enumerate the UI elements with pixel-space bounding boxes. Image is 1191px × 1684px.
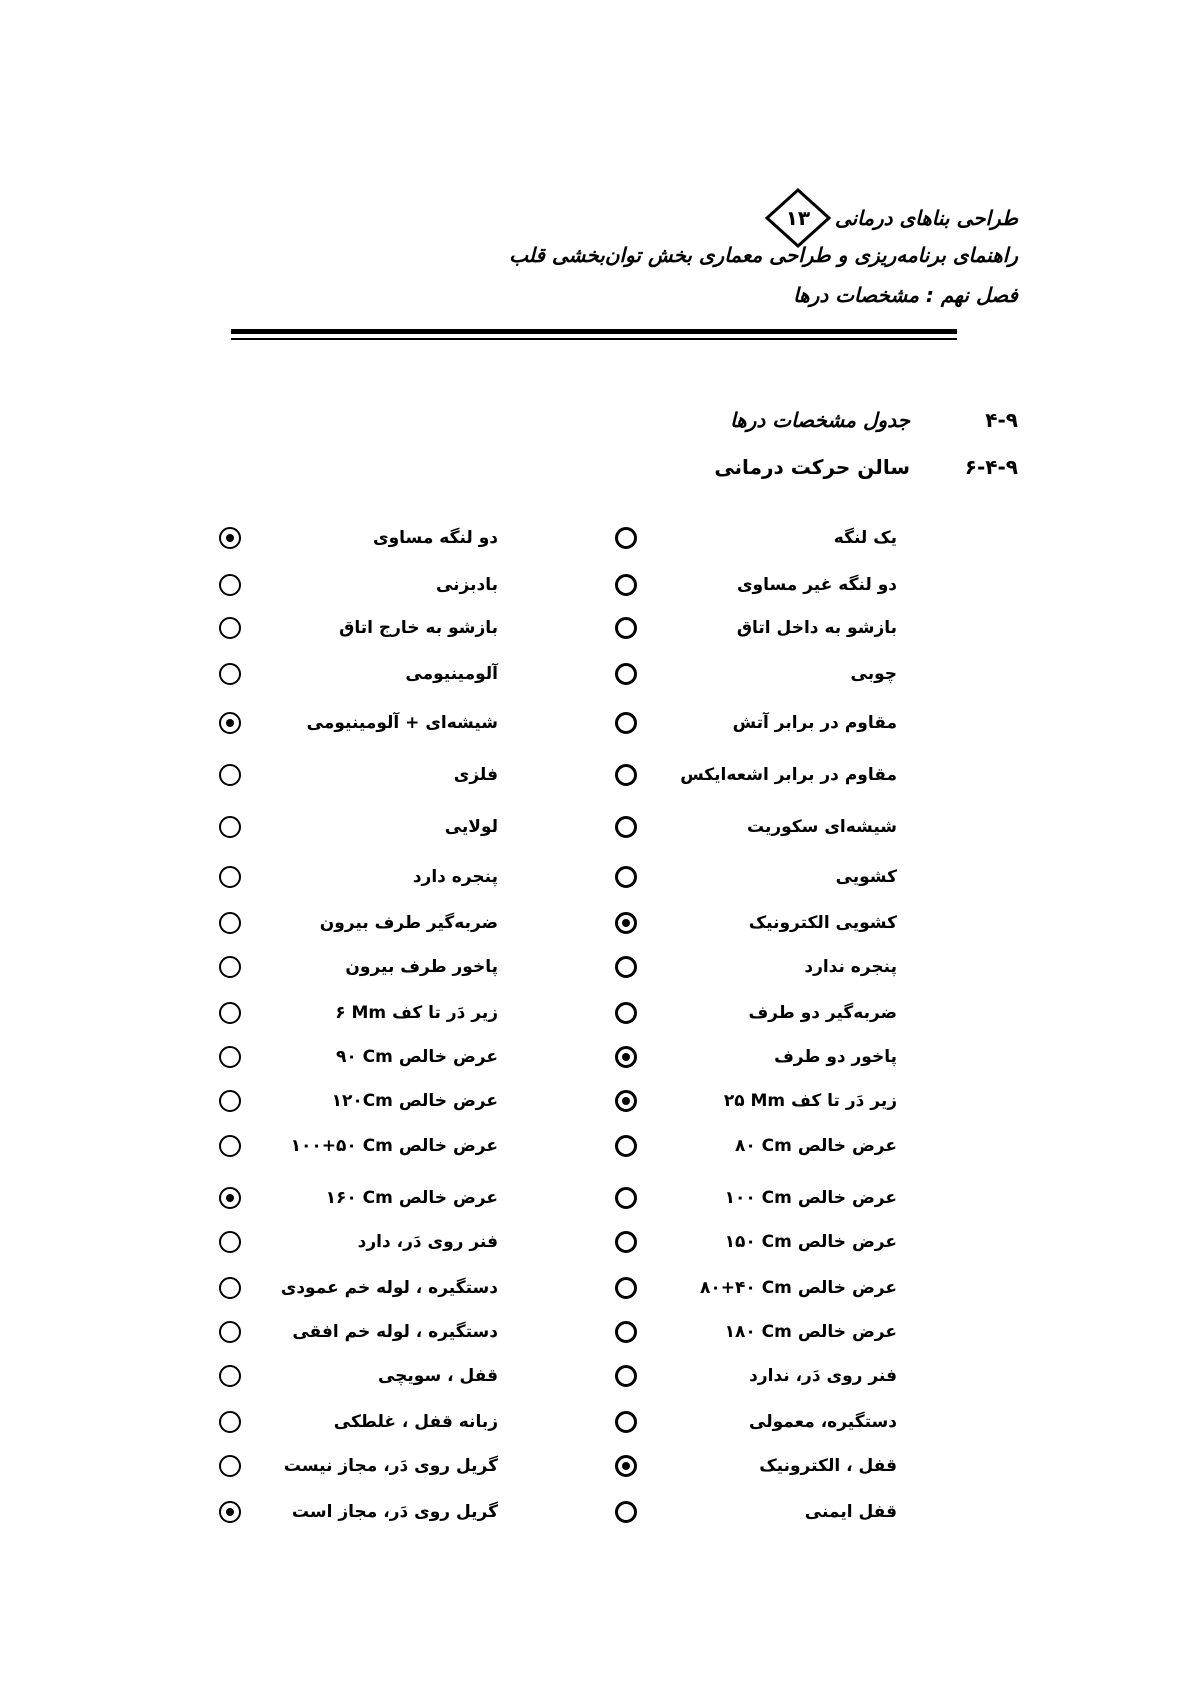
chapter-title: فصل نهم : مشخصات درها xyxy=(793,283,1018,307)
option-row[interactable] xyxy=(205,612,503,644)
option-text: زیر دَر تا کف xyxy=(392,1003,498,1023)
option-label xyxy=(326,1182,498,1214)
option-text: عرض خالص xyxy=(797,1188,897,1208)
option-label xyxy=(749,907,897,939)
radio-button-icon[interactable] xyxy=(219,1090,241,1112)
radio-button-checked-icon[interactable] xyxy=(615,1455,637,1477)
option-text: دو لنگه مساوی xyxy=(372,528,498,548)
option-text: فلزی xyxy=(453,765,498,785)
option-label xyxy=(737,612,897,644)
radio-button-icon[interactable] xyxy=(615,764,637,786)
option-row[interactable] xyxy=(205,811,503,843)
option-row[interactable] xyxy=(205,569,503,601)
radio-button-icon[interactable] xyxy=(219,816,241,838)
option-row[interactable] xyxy=(600,1406,902,1438)
option-label xyxy=(336,1041,498,1073)
header-title-line xyxy=(765,188,1018,248)
radio-button-icon[interactable] xyxy=(615,1411,637,1433)
option-row[interactable] xyxy=(600,1316,902,1348)
option-measure: ۱۰۰ Cm xyxy=(724,1188,792,1208)
option-label xyxy=(358,1226,498,1258)
option-row[interactable] xyxy=(205,1406,503,1438)
option-label xyxy=(307,707,498,739)
option-row[interactable] xyxy=(600,997,902,1029)
option-row[interactable] xyxy=(205,707,503,739)
radio-button-icon[interactable] xyxy=(219,956,241,978)
option-text: لولایی xyxy=(444,817,498,837)
option-text: دستگیره، معمولی xyxy=(749,1412,897,1432)
radio-button-icon[interactable] xyxy=(615,617,637,639)
radio-button-icon[interactable] xyxy=(615,527,637,549)
option-text: شیشه‌ای + آلومینیومی xyxy=(306,713,498,733)
radio-button-icon[interactable] xyxy=(219,1046,241,1068)
option-text: کشویی xyxy=(835,867,897,887)
option-row[interactable] xyxy=(600,759,902,791)
option-label xyxy=(345,951,498,983)
option-row[interactable] xyxy=(600,1496,902,1528)
option-row[interactable] xyxy=(600,1272,902,1304)
radio-button-icon[interactable] xyxy=(615,1501,637,1523)
radio-button-icon[interactable] xyxy=(615,574,637,596)
option-text: زبانه قفل ، غلطکی xyxy=(333,1412,498,1432)
option-text: کشویی الکترونیک xyxy=(748,913,897,933)
option-text: عرض خالص xyxy=(398,1136,498,1156)
radio-button-icon[interactable] xyxy=(219,1411,241,1433)
option-measure: ۸۰+۴۰ Cm xyxy=(700,1278,792,1298)
option-row[interactable] xyxy=(600,907,902,939)
option-row[interactable] xyxy=(600,522,902,554)
option-measure: ۱۶۰ Cm xyxy=(325,1188,393,1208)
option-label xyxy=(405,658,498,690)
option-text: آلومینیومی xyxy=(405,664,498,684)
option-label xyxy=(774,1041,897,1073)
book-title: طراحی بناهای درمانی xyxy=(834,206,1018,230)
option-row[interactable] xyxy=(205,951,503,983)
option-label xyxy=(804,951,897,983)
option-row[interactable] xyxy=(600,569,902,601)
option-label xyxy=(378,1360,498,1392)
radio-button-icon[interactable] xyxy=(615,956,637,978)
option-text: قفل ، الکترونیک xyxy=(759,1456,897,1476)
option-text: گریل روی دَر، مجاز است xyxy=(291,1502,498,1522)
radio-button-icon[interactable] xyxy=(615,866,637,888)
volume-number-badge xyxy=(765,188,831,248)
option-label xyxy=(748,997,897,1029)
subsection-heading xyxy=(714,452,1018,482)
option-row[interactable] xyxy=(600,1450,902,1482)
radio-button-checked-icon[interactable] xyxy=(615,1046,637,1068)
option-text: یک لنگه xyxy=(833,528,897,548)
option-measure: ۸۰ Cm xyxy=(735,1136,792,1156)
radio-button-checked-icon[interactable] xyxy=(219,1187,241,1209)
volume-number: ۱۳ xyxy=(785,206,811,230)
option-text: بازشو به خارج اتاق xyxy=(339,618,498,638)
option-label xyxy=(749,1406,897,1438)
option-measure: ۲۵ Mm xyxy=(723,1091,786,1111)
option-label xyxy=(724,1085,897,1117)
section-number: ۴-۹ xyxy=(985,408,1018,432)
radio-button-icon[interactable] xyxy=(219,1002,241,1024)
option-row[interactable] xyxy=(205,997,503,1029)
radio-button-icon[interactable] xyxy=(615,712,637,734)
option-text: قفل ایمنی xyxy=(804,1502,897,1522)
subsection-number-box xyxy=(910,452,1018,482)
option-text: عرض خالص xyxy=(398,1188,498,1208)
option-label xyxy=(851,658,898,690)
radio-button-icon[interactable] xyxy=(615,1187,637,1209)
option-measure: ۶ Mm xyxy=(335,1003,387,1023)
header-divider-thick xyxy=(231,329,957,334)
radio-button-icon[interactable] xyxy=(615,1002,637,1024)
radio-button-icon[interactable] xyxy=(219,866,241,888)
option-text: دستگیره ، لوله خم افقی xyxy=(292,1322,498,1342)
option-text: دستگیره ، لوله خم عمودی xyxy=(280,1278,498,1298)
option-row[interactable] xyxy=(600,951,902,983)
option-row[interactable] xyxy=(600,1226,902,1258)
radio-button-icon[interactable] xyxy=(615,1135,637,1157)
option-label xyxy=(725,1182,897,1214)
option-measure: ۹۰ Cm xyxy=(336,1047,393,1067)
option-label xyxy=(735,1130,897,1162)
option-text: بازشو به داخل اتاق xyxy=(736,618,897,638)
option-text: دو لنگه غیر مساوی xyxy=(736,575,897,595)
option-text: پاخور دو طرف xyxy=(774,1047,897,1067)
option-measure: ۱۲۰Cm xyxy=(331,1091,393,1111)
radio-button-icon[interactable] xyxy=(615,816,637,838)
option-label xyxy=(733,707,897,739)
option-row[interactable] xyxy=(205,1085,503,1117)
option-text: ضربه‌گیر دو طرف xyxy=(748,1003,897,1023)
option-row[interactable] xyxy=(205,658,503,690)
option-row[interactable] xyxy=(600,612,902,644)
option-text: قفل ، سویچی xyxy=(377,1366,498,1386)
section-title: جدول مشخصات درها xyxy=(730,408,910,432)
option-measure: ۱۵۰ Cm xyxy=(724,1232,792,1252)
option-text: پنجره ندارد xyxy=(804,957,897,977)
option-label xyxy=(834,522,897,554)
option-label xyxy=(335,997,498,1029)
option-text: ضربه‌گیر طرف بیرون xyxy=(319,913,498,933)
option-text: پاخور طرف بیرون xyxy=(345,957,498,977)
option-row[interactable] xyxy=(205,1041,503,1073)
radio-button-icon[interactable] xyxy=(615,1321,637,1343)
option-label xyxy=(725,1226,897,1258)
option-text: چوبی xyxy=(850,664,897,684)
option-row[interactable] xyxy=(205,1272,503,1304)
option-label xyxy=(413,861,498,893)
option-row[interactable] xyxy=(205,1130,503,1162)
section-heading xyxy=(730,405,1018,435)
radio-button-checked-icon[interactable] xyxy=(615,1090,637,1112)
option-row[interactable] xyxy=(205,1496,503,1528)
option-label xyxy=(805,1496,897,1528)
subsection-title: سالن حرکت درمانی xyxy=(714,455,910,479)
radio-button-icon[interactable] xyxy=(615,1231,637,1253)
option-row[interactable] xyxy=(205,1450,503,1482)
radio-button-checked-icon[interactable] xyxy=(615,912,637,934)
option-label xyxy=(284,1450,498,1482)
option-row[interactable] xyxy=(205,1316,503,1348)
option-row[interactable] xyxy=(600,1360,902,1392)
radio-button-icon[interactable] xyxy=(219,617,241,639)
option-text: عرض خالص xyxy=(398,1047,498,1067)
option-label xyxy=(373,522,498,554)
header-divider-thin xyxy=(231,338,957,340)
option-row[interactable] xyxy=(205,759,503,791)
option-text: زیر دَر تا کف xyxy=(791,1091,897,1111)
radio-button-icon[interactable] xyxy=(219,1231,241,1253)
option-text: مقاوم در برابر اشعه‌ایکس xyxy=(680,765,897,785)
option-label xyxy=(320,907,498,939)
option-text: مقاوم در برابر آتش xyxy=(732,713,897,733)
option-text: شیشه‌ای سکوریت xyxy=(746,817,897,837)
option-measure: ۱۰۰+۵۰ Cm xyxy=(290,1136,393,1156)
radio-button-icon[interactable] xyxy=(219,1277,241,1299)
option-row[interactable] xyxy=(600,1085,902,1117)
radio-button-checked-icon[interactable] xyxy=(219,1501,241,1523)
option-row[interactable] xyxy=(205,861,503,893)
radio-button-icon[interactable] xyxy=(219,764,241,786)
option-text: عرض خالص xyxy=(797,1232,897,1252)
option-text: فنر روی دَر، ندارد xyxy=(749,1366,897,1386)
radio-button-icon[interactable] xyxy=(219,1455,241,1477)
option-row[interactable] xyxy=(600,861,902,893)
option-row[interactable] xyxy=(205,1182,503,1214)
option-label xyxy=(836,861,897,893)
radio-button-checked-icon[interactable] xyxy=(219,712,241,734)
option-row[interactable] xyxy=(205,1226,503,1258)
option-label xyxy=(737,569,897,601)
option-label xyxy=(436,569,498,601)
option-label xyxy=(445,811,498,843)
option-row[interactable] xyxy=(600,1130,902,1162)
subsection-number: ۶-۴-۹ xyxy=(964,455,1018,479)
radio-button-icon[interactable] xyxy=(219,1321,241,1343)
option-label xyxy=(749,1360,897,1392)
option-label xyxy=(700,1272,897,1304)
section-number-box xyxy=(910,405,1018,435)
radio-button-icon[interactable] xyxy=(219,912,241,934)
option-label xyxy=(291,1130,498,1162)
option-label xyxy=(680,759,897,791)
option-label xyxy=(292,1496,498,1528)
option-row[interactable] xyxy=(600,658,902,690)
radio-button-icon[interactable] xyxy=(219,574,241,596)
option-label xyxy=(332,1085,498,1117)
option-label xyxy=(747,811,897,843)
option-measure: ۱۸۰ Cm xyxy=(724,1322,792,1342)
option-label xyxy=(759,1450,897,1482)
radio-button-icon[interactable] xyxy=(615,1277,637,1299)
option-text: فنر روی دَر، دارد xyxy=(357,1232,498,1252)
option-text: عرض خالص xyxy=(797,1278,897,1298)
option-text: عرض خالص xyxy=(398,1091,498,1111)
radio-button-icon[interactable] xyxy=(219,1365,241,1387)
option-row[interactable] xyxy=(600,1182,902,1214)
option-row[interactable] xyxy=(205,1360,503,1392)
option-label xyxy=(725,1316,897,1348)
option-text: بادبزنی xyxy=(435,575,498,595)
radio-button-icon[interactable] xyxy=(219,1135,241,1157)
option-text: عرض خالص xyxy=(797,1322,897,1342)
radio-button-icon[interactable] xyxy=(615,663,637,685)
option-row[interactable] xyxy=(205,907,503,939)
radio-button-checked-icon[interactable] xyxy=(219,527,241,549)
radio-button-icon[interactable] xyxy=(615,1365,637,1387)
radio-button-icon[interactable] xyxy=(219,663,241,685)
option-text: گریل روی دَر، مجاز نیست xyxy=(283,1456,498,1476)
option-text: پنجره دارد xyxy=(412,867,498,887)
option-row[interactable] xyxy=(205,522,503,554)
option-label xyxy=(454,759,498,791)
option-label xyxy=(334,1406,498,1438)
header-subtitle: راهنمای برنامه‌ریزی و طراحی معماری بخش توان‌بخشی قلب xyxy=(509,243,1018,267)
option-label xyxy=(339,612,498,644)
option-label xyxy=(292,1316,498,1348)
option-label xyxy=(281,1272,498,1304)
option-row[interactable] xyxy=(600,707,902,739)
option-text: عرض خالص xyxy=(797,1136,897,1156)
option-row[interactable] xyxy=(600,1041,902,1073)
option-row[interactable] xyxy=(600,811,902,843)
